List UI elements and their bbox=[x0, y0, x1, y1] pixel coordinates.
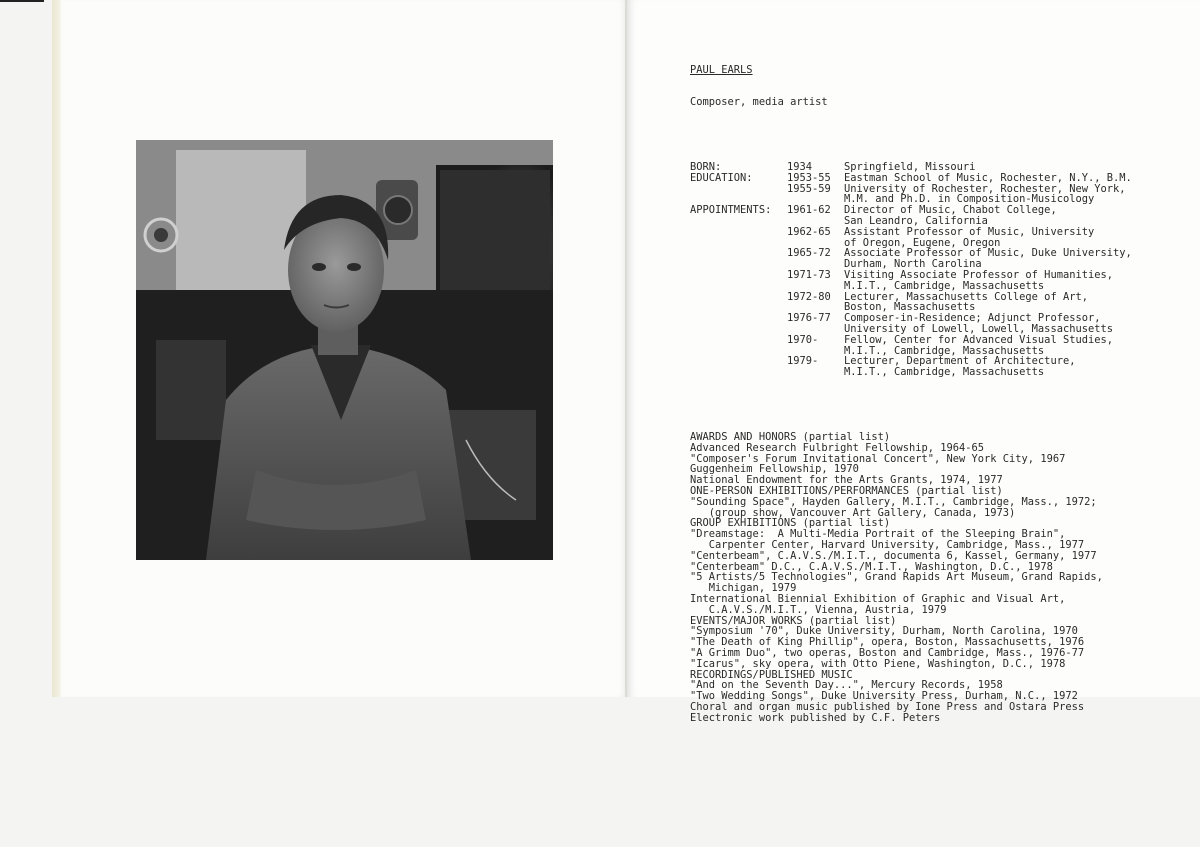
portrait-photo bbox=[136, 140, 553, 560]
bio-detail: Durham, North Carolina bbox=[844, 258, 982, 271]
bio-label bbox=[690, 184, 787, 195]
text-line: "The Death of King Phillip", opera, Boston, Massachusetts, 1976 bbox=[690, 636, 1085, 649]
bio-detail: Lecturer, Massachusetts College of Art, bbox=[844, 290, 1088, 303]
bio-label bbox=[690, 248, 787, 259]
bio-detail: M.I.T., Cambridge, Massachusetts bbox=[844, 366, 1045, 379]
artist-role: Composer, media artist bbox=[690, 95, 828, 108]
bio-year: 1962-65 bbox=[787, 225, 831, 238]
bio-detail: Eastman School of Music, Rochester, N.Y., B.M. bbox=[844, 171, 1132, 184]
bio-row bbox=[690, 173, 1160, 184]
bio-row bbox=[690, 227, 1160, 238]
text-line: "Centerbeam" D.C., C.A.V.S./M.I.T., Washington, D.C., 1978 bbox=[690, 560, 1053, 573]
bio-year bbox=[787, 281, 844, 292]
bio-table bbox=[690, 162, 1160, 378]
bio-label: APPOINTMENTS: bbox=[690, 204, 772, 217]
text-line: Michigan, 1979 bbox=[690, 582, 797, 595]
text-line: Guggenheim Fellowship, 1970 bbox=[690, 463, 859, 476]
text-line: RECORDINGS/PUBLISHED MUSIC bbox=[690, 668, 853, 681]
bio-label bbox=[690, 324, 787, 335]
bio-label bbox=[690, 270, 787, 281]
bio-year: 1961-62 bbox=[787, 204, 831, 217]
text-line: "A Grimm Duo", two operas, Boston and Cambridge, Mass., 1976-77 bbox=[690, 647, 1085, 660]
bio-label bbox=[690, 259, 787, 270]
bio-detail: M.M. and Ph.D. in Composition-Musicology bbox=[844, 193, 1095, 206]
bio-detail: Composer-in-Residence; Adjunct Professor, bbox=[844, 312, 1101, 325]
bio-label bbox=[690, 292, 787, 303]
bio-row bbox=[690, 335, 1160, 346]
text-line: Carpenter Center, Harvard University, Cambridge, Mass., 1977 bbox=[690, 539, 1085, 552]
scan-corner-mark bbox=[0, 0, 44, 2]
text-line: Choral and organ music published by Ione Press and Ostara Press bbox=[690, 701, 1085, 714]
bio-detail: San Leandro, California bbox=[844, 214, 988, 227]
text-line: Advanced Research Fulbright Fellowship, 1964-65 bbox=[690, 441, 985, 454]
bio-detail: M.I.T., Cambridge, Massachusetts bbox=[844, 344, 1045, 357]
bio-label: BORN: bbox=[690, 160, 722, 173]
text-line: "Icarus", sky opera, with Otto Piene, Washington, D.C., 1978 bbox=[690, 657, 1066, 670]
bio-detail: University of Lowell, Lowell, Massachusetts bbox=[844, 322, 1113, 335]
text-line: Electronic work published by C.F. Peters bbox=[690, 711, 941, 724]
bio-detail: Director of Music, Chabot College, bbox=[844, 204, 1057, 217]
bio-year bbox=[787, 367, 844, 378]
bio-label bbox=[690, 346, 787, 357]
honors-list bbox=[690, 432, 1160, 724]
bio-label bbox=[690, 281, 787, 292]
bio-year: 1972-80 bbox=[787, 290, 831, 303]
bio-year: 1965-72 bbox=[787, 247, 831, 260]
text-line: ONE-PERSON EXHIBITIONS/PERFORMANCES (partial list) bbox=[690, 485, 1003, 498]
bio-detail: Assistant Professor of Music, University bbox=[844, 225, 1095, 238]
bio-year: 1955-59 bbox=[787, 182, 831, 195]
bio-label bbox=[690, 335, 787, 346]
bio-detail: Associate Professor of Music, Duke University, bbox=[844, 247, 1132, 260]
text-line: International Biennial Exhibition of Graphic and Visual Art, bbox=[690, 593, 1066, 606]
bio-row bbox=[690, 281, 1160, 292]
text-line: C.A.V.S./M.I.T., Vienna, Austria, 1979 bbox=[690, 603, 947, 616]
bio-detail: Lecturer, Department of Architecture, bbox=[844, 355, 1076, 368]
bio-detail: Fellow, Center for Advanced Visual Studies, bbox=[844, 333, 1113, 346]
text-line: (group show, Vancouver Art Gallery, Canada, 1973) bbox=[690, 506, 1016, 519]
text-line: EVENTS/MAJOR WORKS (partial list) bbox=[690, 614, 897, 627]
bio-label bbox=[690, 356, 787, 367]
bio-detail: Visiting Associate Professor of Humanities, bbox=[844, 268, 1113, 281]
text-line: "Two Wedding Songs", Duke University Press, Durham, N.C., 1972 bbox=[690, 690, 1078, 703]
artist-name: PAUL EARLS bbox=[690, 63, 753, 76]
bio-detail: M.I.T., Cambridge, Massachusetts bbox=[844, 279, 1045, 292]
bio-label bbox=[690, 238, 787, 249]
bio-label: EDUCATION: bbox=[690, 171, 753, 184]
bio-year: 1970- bbox=[787, 333, 819, 346]
bio-detail: Springfield, Missouri bbox=[844, 160, 976, 173]
bio-detail: of Oregon, Eugene, Oregon bbox=[844, 236, 1001, 249]
text-line: National Endowment for the Arts Grants, 1974, 1977 bbox=[690, 474, 1003, 487]
bio-year: 1934 bbox=[787, 160, 813, 173]
bio-label bbox=[690, 302, 787, 313]
text-line: "5 Artists/5 Technologies", Grand Rapids Art Museum, Grand Rapids, bbox=[690, 571, 1103, 584]
text-line: GROUP EXHIBITIONS (partial list) bbox=[690, 517, 891, 530]
text-line: "Symposium '70", Duke University, Durham, North Carolina, 1970 bbox=[690, 625, 1078, 638]
bio-label bbox=[690, 313, 787, 324]
bio-year: 1976-77 bbox=[787, 312, 831, 325]
bio-detail: Boston, Massachusetts bbox=[844, 301, 976, 314]
text-line: "And on the Seventh Day...", Mercury Records, 1958 bbox=[690, 679, 1003, 692]
bio-year: 1979- bbox=[787, 355, 819, 368]
bio-row bbox=[690, 367, 1160, 378]
bio-label bbox=[690, 227, 787, 238]
bio-label bbox=[690, 216, 787, 227]
text-line: "Dreamstage: A Multi-Media Portrait of the Sleeping Brain", bbox=[690, 528, 1066, 541]
left-page-edge bbox=[52, 0, 61, 697]
bio-label bbox=[690, 367, 787, 378]
bio-year: 1953-55 bbox=[787, 171, 831, 184]
text-line: "Sounding Space", Hayden Gallery, M.I.T., Cambridge, Mass., 1972; bbox=[690, 495, 1097, 508]
bio-year: 1971-73 bbox=[787, 268, 831, 281]
text-line: AWARDS AND HONORS (partial list) bbox=[690, 431, 891, 444]
text-line: "Composer's Forum Invitational Concert", New York City, 1967 bbox=[690, 452, 1066, 465]
text-line: "Centerbeam", C.A.V.S./M.I.T., documenta 6, Kassel, Germany, 1977 bbox=[690, 549, 1097, 562]
biography-text bbox=[690, 43, 1160, 734]
bio-detail: University of Rochester, Rochester, New York, bbox=[844, 182, 1126, 195]
